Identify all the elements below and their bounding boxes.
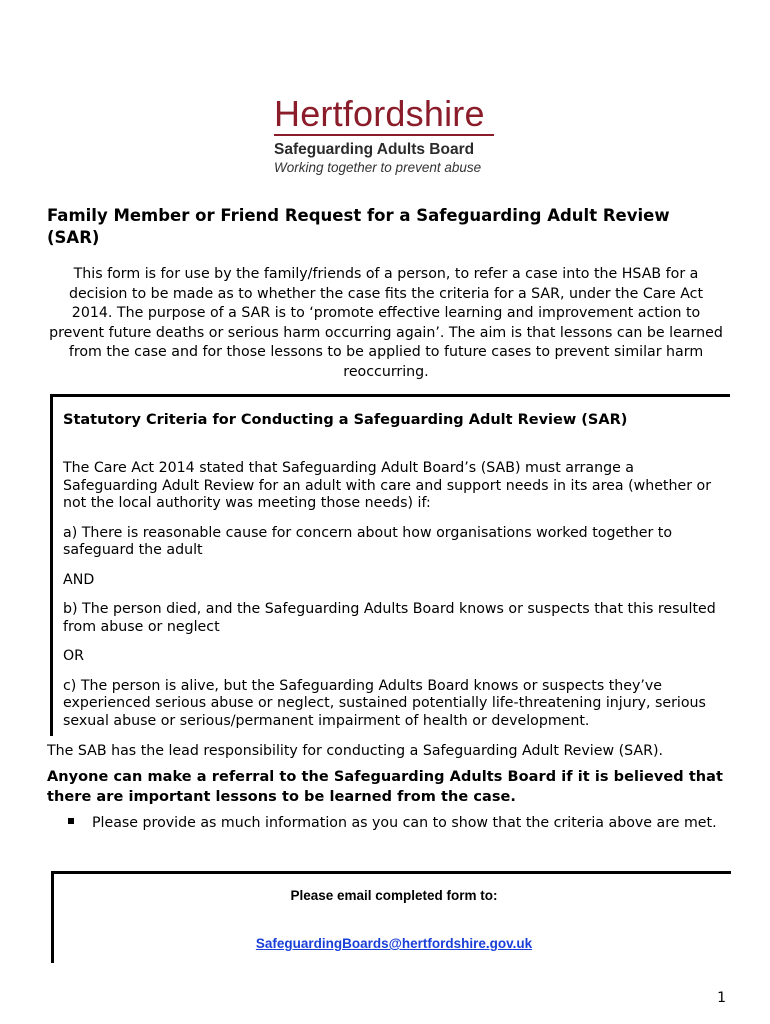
criterion-a: a) There is reasonable cause for concern about how organisations worked together to safeguard the adult [63, 524, 673, 558]
criteria-box [50, 394, 730, 736]
criteria-intro: The Care Act 2014 stated that Safeguarding Adult Board’s (SAB) must arrange a Safeguarding Adult Review for an adult with care and support needs in its area (whether or not the local authority was meeting those needs) if: [63, 460, 712, 511]
criterion-c: c) The person is alive, but the Safeguarding Adults Board knows or suspects they’ve experienced serious abuse or neglect, sustained potentially life-threatening injury, serious sexual abuse or serious/permanent impairment of health or development. [63, 677, 706, 729]
intro-paragraph: This form is for use by the family/friends of a person, to refer a case into the HSAB for a decision to be made as to whether the case fits the criteria for a SAR, under the Care Act 2014. The purpose of a SAR is to ‘promote effective learning and improvement action to prevent future deaths or serious harm occurring again’. The aim is that lessons can be learned from the case and for those lessons to be applied to future cases to prevent similar harm reoccurring. [49, 266, 723, 380]
logo-rule [274, 134, 494, 136]
page-number: 1 [717, 990, 726, 1006]
criteria-heading: Statutory Criteria for Conducting a Safeguarding Adult Review (SAR) [63, 412, 628, 428]
criteria-body [63, 460, 723, 742]
lead-responsibility-text: The SAB has the lead responsibility for conducting a Safeguarding Adult Review (SAR). [47, 743, 663, 759]
criteria-and: AND [63, 571, 95, 588]
hsab-logo [274, 93, 496, 176]
referral-statement: Anyone can make a referral to the Safeguarding Adults Board if it is believed that there are important lessons to be learned from the case. [47, 769, 723, 805]
criteria-or: OR [63, 648, 85, 664]
email-link[interactable]: SafeguardingBoards@hertfordshire.gov.uk [255, 936, 533, 951]
bullet-item [68, 815, 724, 833]
logo-tagline: Working together to prevent abuse [274, 160, 482, 175]
criterion-b: b) The person died, and the Safeguarding Adults Board knows or suspects that this resulted from abuse or neglect [63, 601, 716, 635]
logo-board-name: Safeguarding Adults Board [274, 141, 475, 158]
email-box [51, 871, 731, 963]
document-title: Family Member or Friend Request for a Safeguarding Adult Review (SAR) [47, 206, 670, 247]
bullet-text: Please provide as much information as you can to show that the criteria above are met. [92, 815, 717, 831]
logo-name: Hertfordshire [274, 93, 485, 134]
square-bullet-icon [68, 818, 74, 824]
email-label: Please email completed form to: [290, 888, 498, 903]
